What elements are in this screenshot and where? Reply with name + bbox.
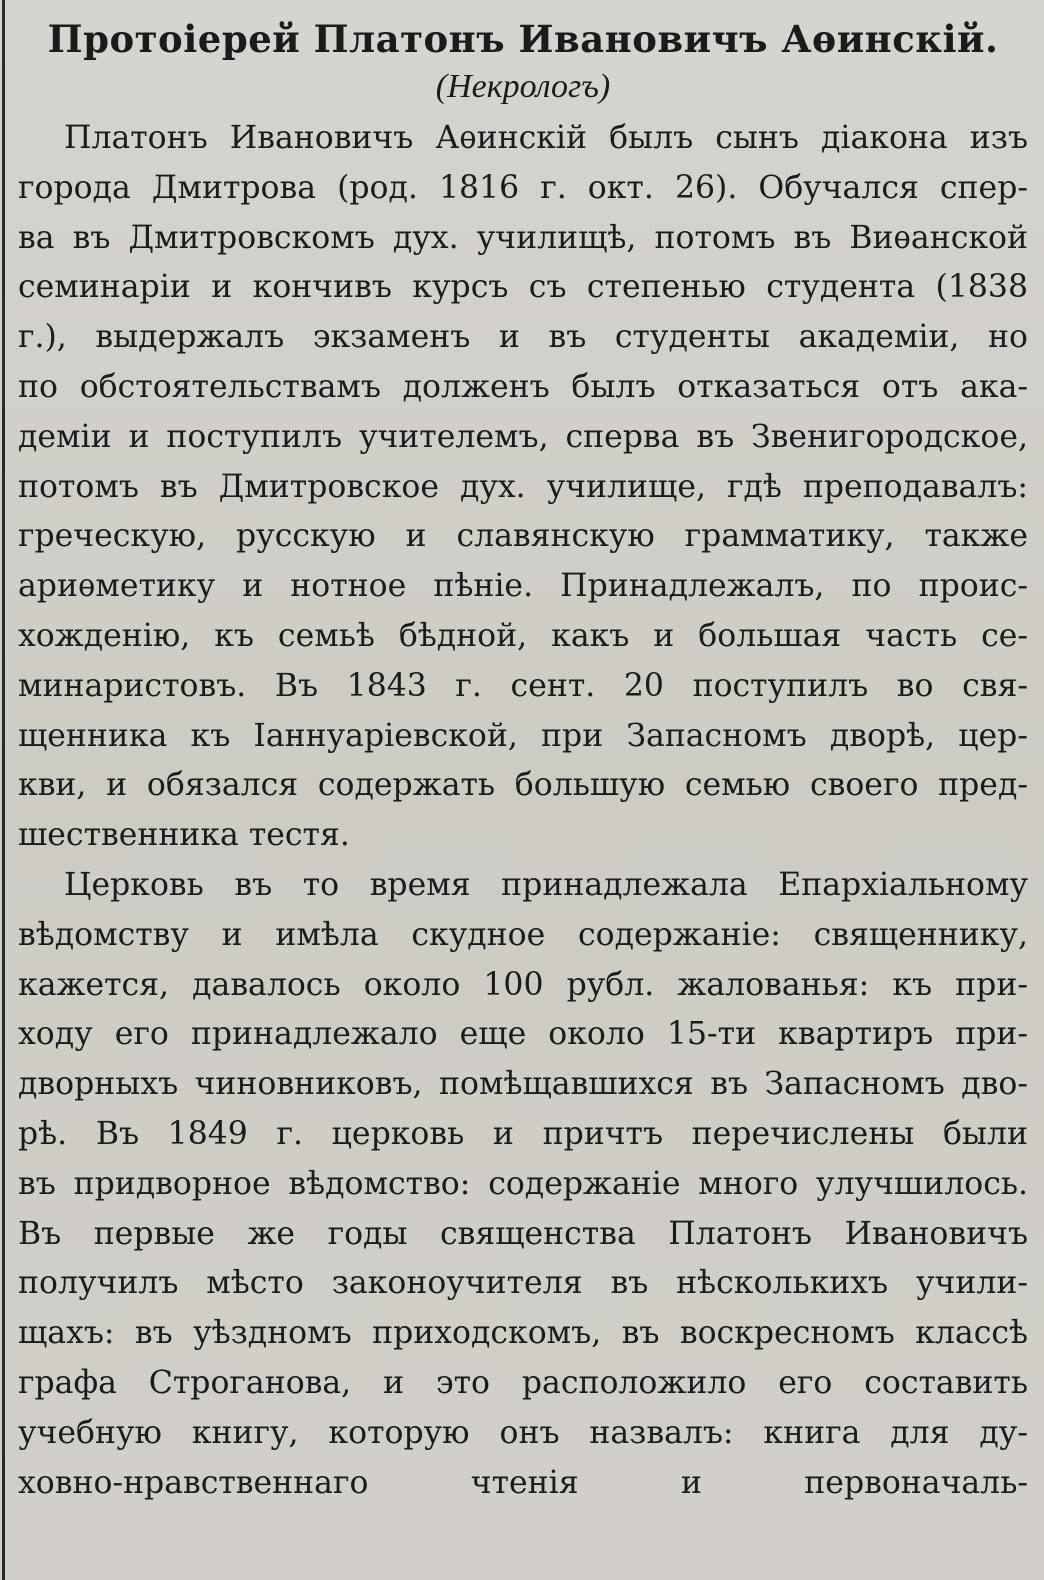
article-title: Протоіерей Платонъ Ивановичъ Аѳинскій.	[47, 17, 999, 61]
text-line: Въ первые же годы священства Платонъ Ивановичъ	[18, 1215, 1028, 1252]
article-subtitle: (Некрологъ)	[435, 68, 611, 105]
text-line: Церковь въ то время принадлежала Епархіальному	[64, 866, 1028, 903]
text-line: семинаріи и кончивъ курсъ съ степенью студента (1838	[18, 269, 1028, 306]
text-line: ховно-нравственнаго чтенія и первоначаль-	[18, 1464, 1028, 1501]
text-line: вѣдомству и имѣла скудное содержаніе: священнику,	[18, 916, 1028, 953]
obituary-article	[18, 14, 1028, 1508]
paragraph-1	[18, 114, 1028, 861]
text-line: деміи и поступилъ учителемъ, сперва въ Звенигородское,	[18, 418, 1028, 455]
text-line: города Дмитрова (род. 1816 г. окт. 26). Обучался спер-	[18, 169, 1028, 206]
text-line: кажется, давалось около 100 рубл. жалованья: къ при-	[18, 966, 1028, 1003]
text-line: дворныхъ чиновниковъ, помѣщавшихся въ Запасномъ дво-	[18, 1066, 1028, 1103]
text-line: греческую, русскую и славянскую грамматику, также	[18, 518, 1028, 555]
text-line: хожденію, къ семьѣ бѣдной, какъ и большая часть се-	[18, 617, 1028, 654]
text-line: ва въ Дмитровскомъ дух. училищѣ, потомъ въ Виѳанской	[18, 219, 1028, 256]
text-line: минаристовъ. Въ 1843 г. сент. 20 поступилъ во свя-	[18, 667, 1028, 704]
text-line: кви, и обязался содержать большую семью своего пред-	[18, 767, 1028, 804]
column-divider	[2, 0, 5, 1580]
text-line: потомъ въ Дмитровское дух. училище, гдѣ преподавалъ:	[18, 468, 1028, 505]
paragraph-2	[18, 861, 1028, 1508]
text-line: Платонъ Ивановичъ Аѳинскій былъ сынъ діакона изъ	[64, 120, 1028, 156]
text-line: графа Строганова, и это расположило его составить	[18, 1364, 1028, 1401]
text-line: щенника къ Іаннуаріевской, при Запасномъ дворѣ, цер-	[18, 717, 1028, 754]
text-line: г.), выдержалъ экзаменъ и въ студенты академіи, но	[18, 319, 1028, 356]
text-line: въ придворное вѣдомство: содержаніе много улучшилось.	[18, 1165, 1028, 1202]
text-line: по обстоятельствамъ долженъ былъ отказаться отъ ака-	[18, 368, 1028, 405]
text-line: получилъ мѣсто законоучителя въ нѣсколькихъ учили-	[18, 1265, 1028, 1302]
text-line: щахъ: въ уѣздномъ приходскомъ, въ воскресномъ классѣ	[18, 1315, 1028, 1352]
text-line: шественника тестя.	[18, 817, 350, 854]
text-line: ходу его принадлежало еще около 15-ти квартиръ при-	[18, 1016, 1028, 1053]
text-line: ариѳметику и нотное пѣніе. Принадлежалъ, по проис-	[18, 568, 1028, 605]
text-line: учебную книгу, которую онъ назвалъ: книга для ду-	[18, 1414, 1028, 1451]
text-line: рѣ. Въ 1849 г. церковь и причтъ перечислены были	[18, 1115, 1028, 1152]
